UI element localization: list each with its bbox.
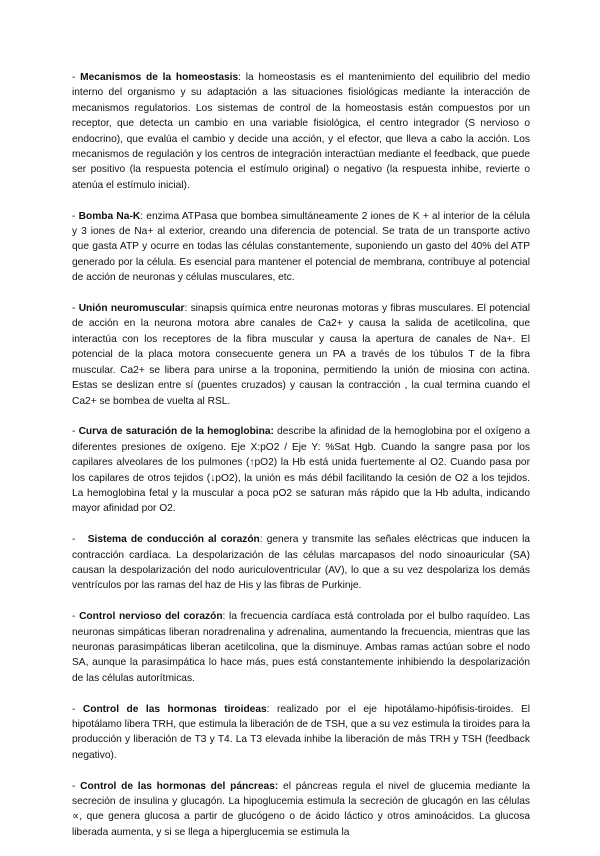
paragraph-control-nervioso <box>72 609 530 686</box>
section-text: : sinapsis química entre neuronas motoras y fibras musculares. El potencial de acción en la neurona motora abre canales de Ca2+ y causa la salida de acetilcolina, que interactúa con los receptores de la fibra muscular y causa la apertura de canales de Na+. El potencial de la placa motora consecuente genera un PA a través de los túbulos T de la fibra muscular. Ca2+ se libera para unirse a la troponina, permitiendo la unión de miosina con actina. Estas se deslizan entre sí (puentes cruzados) y causan la contracción , la cual termina cuando el Ca2+ se bombea de vuelta al RSL. <box>72 303 530 407</box>
section-title: Control nervioso del corazón <box>79 611 223 623</box>
section-text: describe la afinidad de la hemoglobina por el oxígeno a diferentes presiones de oxígeno. Eje X:pO2 / Eje Y: %Sat Hgb. Cuando la sangre pasa por los capilares alveolares de los pulmones (↑pO2) la Hb está unida fuertemente al O2. Cuando pasa por los capilares de otros tejidos (↓pO2), la unión es más débil facilitando la cesión de O2 a los tejidos. La hemoglobina fetal y la muscular a poca pO2 se saturan más rápido que la Hb adulta, indicando mayor afinidad por O2. <box>72 426 530 515</box>
document-body <box>72 70 530 856</box>
section-text: : la frecuencia cardíaca está controlada por el bulbo raquídeo. Las neuronas simpáticas liberan noradrenalina y adrenalina, aumentando la frecuencia, mientras que las neuronas parasimpáticas liberan acetilcolina, que la disminuye. Ambas ramas actúan sobre el nodo SA, aunque la parasimpática lo hace más, pues está constantemente inhibiendo la despolarización de las células autorítmicas. <box>72 611 530 684</box>
section-text: : genera y transmite las señales eléctricas que inducen la contracción cardíaca. La despolarización de las células marcapasos del nodo sinoauricular (SA) causan la despolarización del nodo auriculoventricular (AV), lo que a su vez despolariza los demás ventrículos por las ramas del haz de His y las fibras de Purkinje. <box>72 534 531 592</box>
section-text: el páncreas regula el nivel de glucemia mediante la secreción de insulina y glucagón. La hipoglucemia estimula la secreción de glucagón en las células ∝, que genera glucosa a partir de glucógeno o de ácido láctico y otros aminoácidos. La glucosa liberada aumenta, y si se llega a hiperglucemia se estimula la <box>72 780 531 838</box>
section-title: Mecanismos de la homeostasis <box>80 72 239 83</box>
section-title: Control de las hormonas tiroideas <box>82 703 267 715</box>
section-title: Sistema de conducción al corazón <box>87 534 260 546</box>
paragraph-union-neuromuscular <box>72 301 530 409</box>
paragraph-bomba-na-k <box>72 209 530 286</box>
section-title: Unión neuromuscular <box>78 303 185 315</box>
bullet: - <box>72 303 79 315</box>
section-text: : enzima ATPasa que bombea simultáneamente 2 iones de K + al interior de la célula y 3 iones de Na+ al exterior, creando una diferencia de potencial. Se trata de un transporte activo que gasta ATP y ocurre en todas las células constantemente, suponiendo un gasto del 40% del ATP generado por la célula. Es esencial para mantener el potencial de membrana, contribuye al potencial de acción de neuronas y células musculares, etc. <box>72 210 531 284</box>
section-title: Bomba Na-K <box>78 210 141 222</box>
bullet: - <box>72 703 83 715</box>
paragraph-hormonas-tiroideas <box>72 702 530 764</box>
bullet: - <box>72 780 81 792</box>
paragraph-hormonas-pancreas <box>72 779 530 841</box>
bullet: - <box>72 210 79 222</box>
bullet: - <box>72 534 88 546</box>
bullet: - <box>72 611 80 623</box>
bullet: - <box>72 72 81 83</box>
section-text: : realizado por el eje hipotálamo-hipófisis-tiroides. El hipotálamo libera TRH, que estimula la liberación de de TSH, que a su vez estimula la tiroides para la producción y liberación de T3 y T4. La T3 elevada inhibe la liberación de más TRH y TSH (feedback negativo). <box>72 703 530 761</box>
section-text: : la homeostasis es el mantenimiento del equilibrio del medio interno del organismo y su adaptación a las situaciones fisiológicas mediante la interacción de mecanismos regulatorios. Los sistemas de control de la homeostasis están compuestos por un receptor, que detecta un cambio en una variable fisiológica, el centro integrador (S nervioso o endocrino), que evalúa el cambio y decide una acción, y el efector, que lleva a cabo la acción. Los mecanismos de regulación y los centros de integración interactúan mediante el feedback, que puede ser positivo (la respuesta potencia el estímulo original) o negativo (la respuesta inhibe, revierte o atenúa el estímulo inicial). <box>72 72 530 191</box>
section-title: Control de las hormonas del páncreas: <box>80 780 279 792</box>
paragraph-curva-saturacion <box>72 424 530 516</box>
paragraph-homeostasis <box>72 70 530 193</box>
bullet: - <box>72 426 79 438</box>
section-title: Curva de saturación de la hemoglobina: <box>78 426 274 438</box>
paragraph-sistema-conduccion <box>72 532 530 594</box>
